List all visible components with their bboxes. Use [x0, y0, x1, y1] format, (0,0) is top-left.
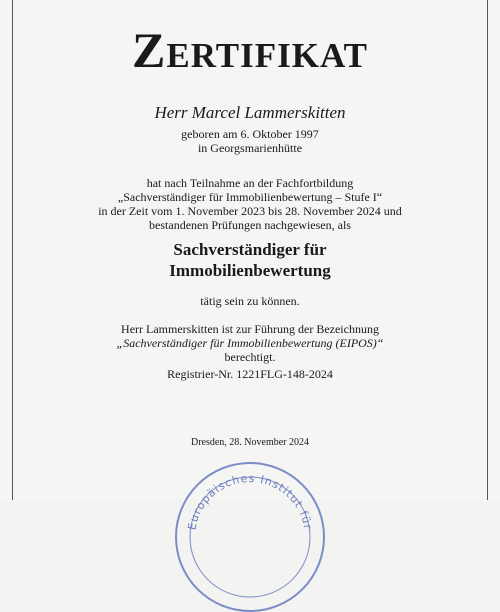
birth-place-line: in Georgsmarienhütte — [197, 141, 303, 155]
qualification-line-2: Immobilienbewertung — [169, 261, 331, 280]
seal-text: Europäisches Institut für — [185, 471, 315, 532]
exam-line: bestandenen Prüfungen nachgewiesen, als — [149, 218, 351, 232]
authorization-line: Herr Lammerskitten ist zur Führung der Bezeichnung — [121, 322, 379, 336]
course-period-line: in der Zeit vom 1. November 2023 bis 28. November 2024 und — [98, 204, 402, 218]
svg-text:Europäisches Institut für — [185, 472, 314, 531]
seal-arc-text — [175, 462, 325, 612]
certificate-title: Zertifikat — [132, 22, 368, 78]
capability-line: tätig sein zu können. — [200, 294, 300, 308]
institute-seal — [175, 462, 325, 612]
registration-number: Registrier-Nr. 1221FLG-148-2024 — [167, 367, 333, 381]
course-name-line: „Sachverständiger für Immobilienbewertung – Stufe I“ — [117, 190, 383, 204]
course-intro-line: hat nach Teilnahme an der Fachfortbildung — [146, 176, 354, 190]
recipient-name: Herr Marcel Lammerskitten — [154, 103, 346, 122]
qualification-line-1: Sachverständiger für — [173, 240, 327, 259]
birth-date-line: geboren am 6. Oktober 1997 — [181, 127, 319, 141]
place-date-line: Dresden, 28. November 2024 — [190, 437, 310, 448]
designation-line: „Sachverständiger für Immobilienbewertung (EIPOS)“ — [116, 336, 384, 350]
authorized-line: berechtigt. — [224, 350, 276, 364]
